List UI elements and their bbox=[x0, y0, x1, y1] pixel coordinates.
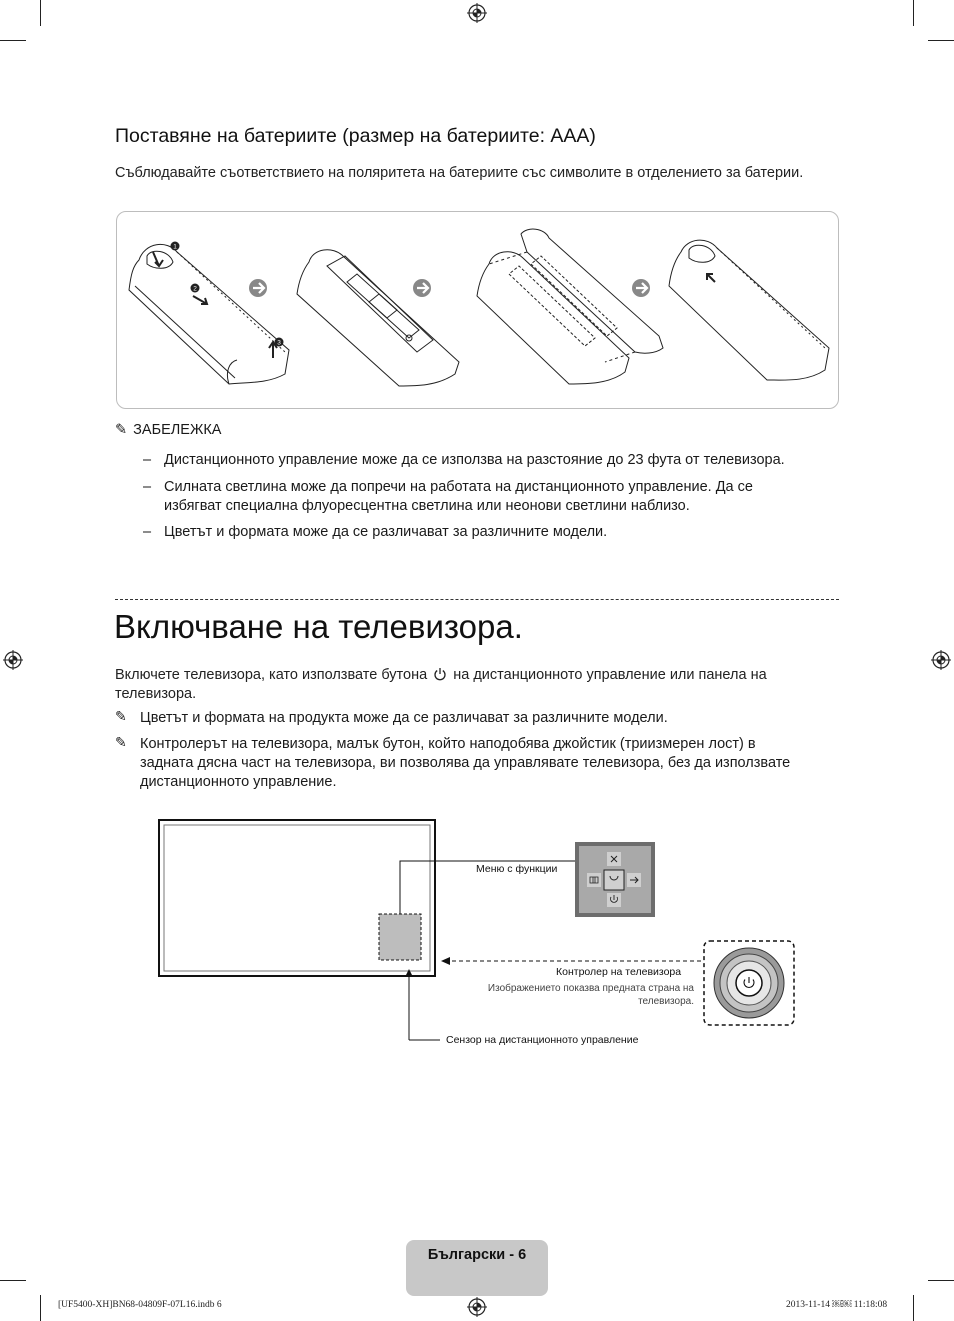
power-note-text: Контролерът на телевизора, малък бутон, който наподобява джойстик (триизмерен лост) в задната дясна част на телевизора, ви позволява да управлявате телевизора, без да използвате дистанционното управление. bbox=[140, 736, 791, 790]
crop-mark bbox=[913, 0, 914, 26]
tv-controller-diagram bbox=[150, 812, 810, 1052]
bullet-dash: – bbox=[143, 452, 152, 468]
power-note bbox=[0, 735, 954, 795]
registration-mark-icon bbox=[931, 650, 951, 670]
crop-mark bbox=[0, 1280, 26, 1281]
registration-mark-icon bbox=[467, 1297, 487, 1317]
battery-steps-illustration bbox=[117, 212, 838, 408]
crop-mark bbox=[40, 0, 41, 26]
power-icon bbox=[433, 667, 447, 681]
power-intro-after: на дистанционното управление или панела на телевизора. bbox=[115, 667, 767, 702]
remote-sensor-label: Сензор на дистанционното управление bbox=[446, 1034, 639, 1046]
crop-mark bbox=[928, 40, 954, 41]
remote-step-4 bbox=[669, 240, 829, 380]
section-divider bbox=[115, 599, 839, 600]
note-label: ЗАБЕЛЕЖКА bbox=[133, 422, 222, 438]
note-item bbox=[0, 478, 954, 518]
battery-section-title: Поставяне на батериите (размер на батериите: AAA) bbox=[115, 125, 596, 147]
note-item-text: Силната светлина може да попречи на работата на дистанционното управление. Да се избягват специална флуоресцентна светлина или неонови светлини наблизо. bbox=[164, 479, 753, 514]
svg-text:1: 1 bbox=[173, 243, 177, 251]
pencil-note-icon: ✎ bbox=[115, 422, 128, 438]
print-slug-right: 2013-11-14 ￼￼ 11:18:08 bbox=[786, 1300, 888, 1310]
svg-text:3: 3 bbox=[277, 339, 281, 347]
power-intro bbox=[115, 666, 815, 704]
function-menu-label: Меню с функции bbox=[476, 863, 558, 875]
controller-caption: Изображението показва предната страна на телевизора. bbox=[487, 983, 694, 1007]
svg-text:2: 2 bbox=[193, 285, 197, 293]
note-item-text: Дистанционното управление може да се използва на разстояние до 23 фута от телевизора. bbox=[164, 452, 785, 468]
crop-mark bbox=[0, 40, 26, 41]
controller-location bbox=[379, 914, 421, 960]
remote-step-3 bbox=[477, 229, 663, 384]
battery-illustration-panel bbox=[116, 211, 839, 409]
next-step-arrow-icon bbox=[249, 279, 267, 297]
remote-step-2 bbox=[297, 250, 459, 386]
page-number-tab bbox=[406, 1240, 548, 1296]
registration-mark-icon bbox=[3, 650, 23, 670]
bullet-dash: – bbox=[143, 479, 152, 495]
crop-mark bbox=[913, 1295, 914, 1321]
next-step-arrow-icon bbox=[632, 279, 650, 297]
page-number-label: Български - 6 bbox=[427, 1247, 527, 1263]
pencil-note-icon: ✎ bbox=[115, 709, 127, 725]
power-note-text: Цветът и формата на продукта може да се различават за различните модели. bbox=[140, 710, 668, 726]
crop-mark bbox=[40, 1295, 41, 1321]
battery-section-body: Съблюдавайте съответствието на поляритета на батериите със символите в отделението за батерии. bbox=[115, 165, 804, 181]
controller-label: Контролер на телевизора bbox=[556, 966, 682, 978]
note-item-text: Цветът и формата може да се различават за различните модели. bbox=[164, 524, 608, 540]
power-note bbox=[0, 709, 954, 729]
print-slug-left: [UF5400-XH]BN68-04809F-07L16.indb 6 bbox=[58, 1300, 222, 1310]
bullet-dash: – bbox=[143, 524, 152, 540]
note-item bbox=[0, 523, 954, 543]
registration-mark-icon bbox=[467, 3, 487, 23]
power-intro-before: Включете телевизора, като използвате бутона bbox=[115, 667, 428, 683]
crop-mark bbox=[928, 1280, 954, 1281]
pencil-note-icon: ✎ bbox=[115, 735, 127, 751]
next-step-arrow-icon bbox=[413, 279, 431, 297]
power-section-title: Включване на телевизора. bbox=[114, 608, 523, 645]
note-heading bbox=[115, 422, 221, 438]
note-item bbox=[0, 451, 954, 471]
remote-step-1 bbox=[129, 244, 289, 384]
